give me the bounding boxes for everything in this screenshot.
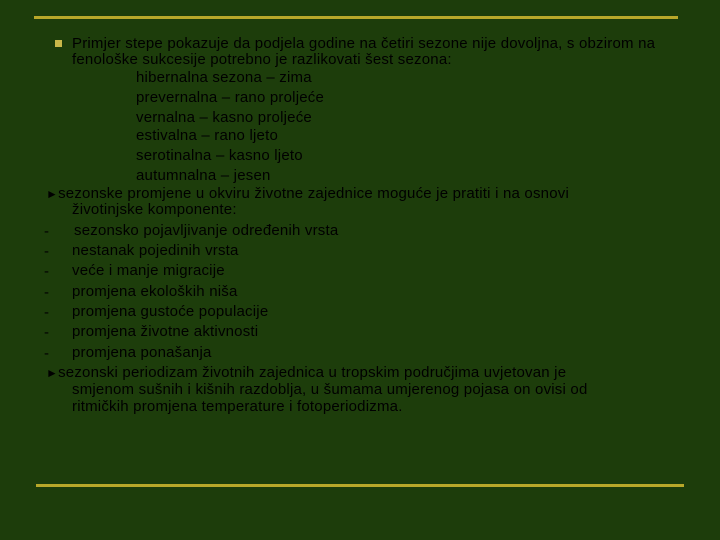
dash-bullet-icon: - <box>44 223 49 240</box>
list-item: veće i manje migracije <box>72 262 225 279</box>
intro-line-1: Primjer stepe pokazuje da podjela godine na četiri sezone nije dovoljna, s obzirom na <box>72 35 656 52</box>
dash-bullet-icon: - <box>44 324 49 341</box>
arrow-bullet-icon: ► <box>46 366 59 380</box>
list-item: promjena ekoloških niša <box>72 283 238 300</box>
intro-line-2: fenološke sukcesije potrebno je razlikovati šest sezona: <box>72 51 452 68</box>
dash-bullet-icon: - <box>44 284 49 301</box>
season-item: serotinalna – kasno ljeto <box>136 147 303 164</box>
list-item: sezonsko pojavljivanje određenih vrsta <box>74 222 339 239</box>
changes-line-2: životinjske komponente: <box>72 201 237 218</box>
season-item: prevernalna – rano proljeće <box>136 89 325 106</box>
dash-bullet-icon: - <box>44 243 49 260</box>
season-item: vernalna – kasno proljeće <box>136 109 312 126</box>
arrow-bullet-icon: ► <box>46 187 59 201</box>
dash-bullet-icon: - <box>44 304 49 321</box>
periodism-line-1 <box>46 364 566 382</box>
season-item: autumnalna – jesen <box>136 167 271 184</box>
list-item: promjena životne aktivnosti <box>72 323 259 340</box>
list-item: nestanak pojedinih vrsta <box>72 242 239 259</box>
list-item: promjena gustoće populacije <box>72 303 269 320</box>
season-item: estivalna – rano ljeto <box>136 127 278 144</box>
list-item: promjena ponašanja <box>72 344 212 361</box>
square-bullet-icon <box>55 40 62 47</box>
season-item: hibernalna sezona – zima <box>136 69 312 86</box>
dash-bullet-icon: - <box>44 345 49 362</box>
dash-bullet-icon: - <box>44 263 49 280</box>
periodism-line-3: ritmičkih promjena temperature i fotoperiodizma. <box>72 398 403 415</box>
periodism-text: sezonski periodizam životnih zajednica u tropskim područjima uvjetovan je <box>58 364 567 381</box>
changes-text: sezonske promjene u okviru životne zajednice moguće je pratiti i na osnovi <box>58 185 569 202</box>
periodism-line-2: smjenom sušnih i kišnih razdoblja, u šumama umjerenog pojasa on ovisi od <box>72 381 588 398</box>
